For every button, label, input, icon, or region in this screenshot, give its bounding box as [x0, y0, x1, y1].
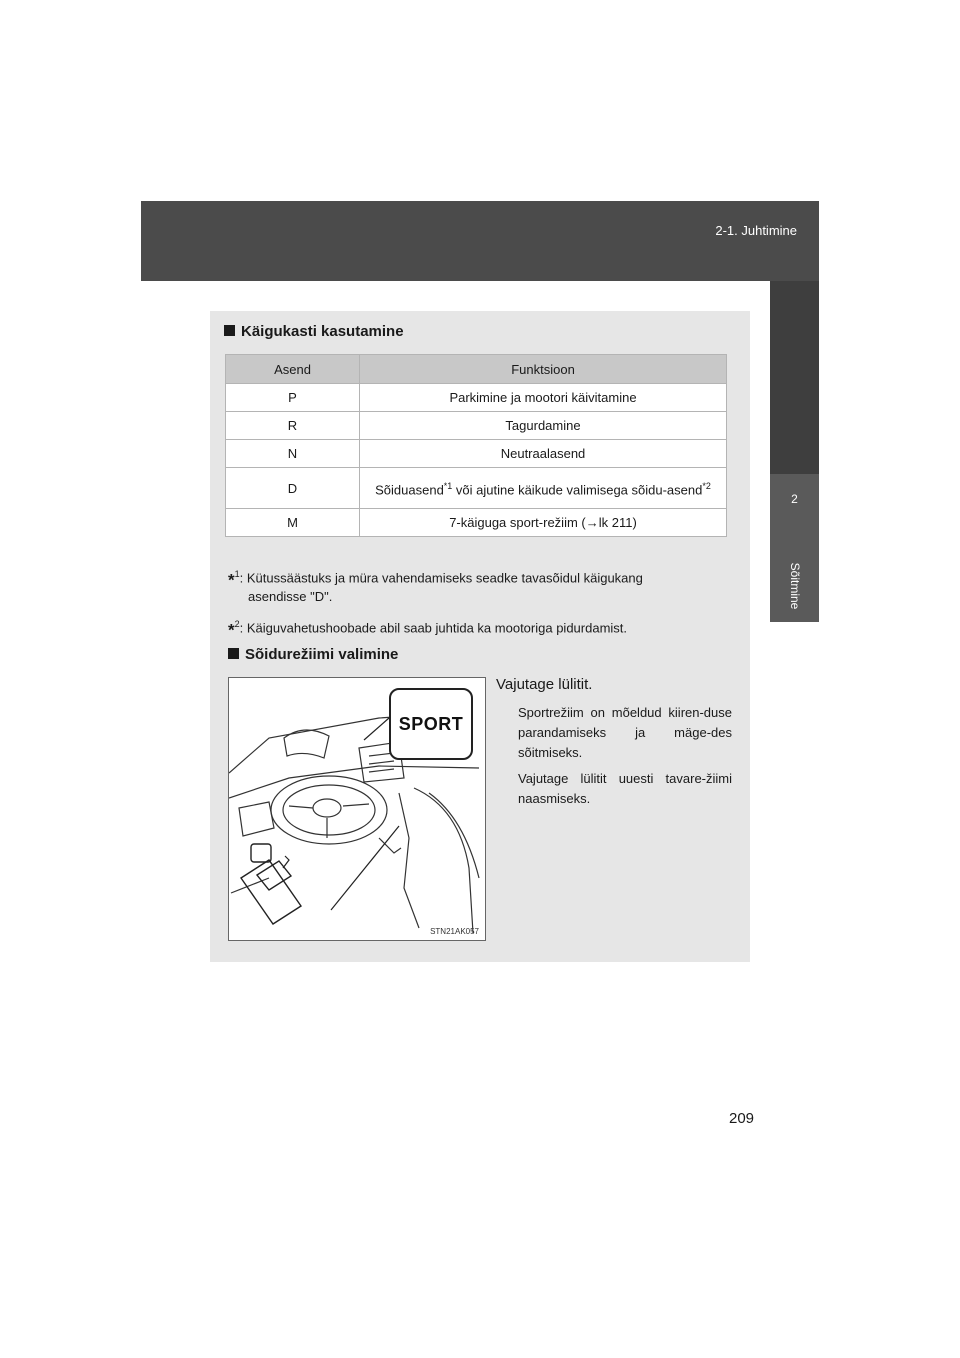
- table-row: [226, 509, 727, 537]
- footnote-ref: *1: [443, 480, 453, 491]
- footnote-mark: *: [228, 570, 235, 590]
- chapter-number: 2: [791, 492, 798, 506]
- sport-button-label: SPORT: [398, 713, 464, 734]
- footnote-text: : Käiguvahetushoobade abil saab juhtida ka mootoriga pidurdamist.: [239, 620, 628, 636]
- function-cell: Neutraalasend: [360, 440, 727, 468]
- cockpit-illustration: [228, 677, 486, 941]
- mode-section-heading: [228, 646, 398, 663]
- table-row: [226, 440, 727, 468]
- gear-table: [225, 354, 727, 537]
- footnote-2: [228, 616, 728, 638]
- function-cell: [360, 468, 727, 509]
- square-bullet-icon: [228, 648, 239, 659]
- position-cell: M: [226, 509, 360, 537]
- sport-button-callout: [389, 688, 473, 760]
- image-code: STN21AK057: [430, 927, 479, 936]
- chapter-title: Sõitmine: [788, 562, 802, 610]
- section-title: 2-1. Juhtimine: [715, 223, 797, 238]
- content-panel: [210, 311, 750, 962]
- instruction-paragraph: Sportrežiim on mõeldud kiiren-duse parandamiseks ja mäge-des sõitmiseks.: [518, 705, 732, 760]
- column-header: Funktsioon: [360, 355, 727, 384]
- position-cell: D: [226, 468, 360, 509]
- gear-section-title: Käigukasti kasutamine: [241, 323, 404, 340]
- instruction-lead: Vajutage lülitit.: [496, 676, 593, 693]
- function-text: Sõiduasend: [375, 482, 444, 498]
- header-band: [141, 201, 819, 281]
- table-row: [226, 412, 727, 440]
- instruction-paragraph: Vajutage lülitit uuesti tavare-žiimi naasmiseks.: [518, 771, 732, 806]
- side-tab-background: [770, 281, 819, 474]
- page-number: 209: [729, 1110, 755, 1127]
- function-text: või ajutine käikude valimisega sõidu-asend: [452, 482, 703, 498]
- table-header-row: [226, 355, 727, 384]
- mode-section-title: Sõidurežiimi valimine: [245, 646, 399, 663]
- column-header: Asend: [226, 355, 360, 384]
- footnote-text-cont: asendisse "D".: [248, 589, 333, 605]
- table-row: [226, 384, 727, 412]
- footnote-number: 2: [234, 619, 240, 629]
- gear-section-heading: [224, 323, 404, 340]
- square-bullet-icon: [224, 325, 235, 336]
- position-cell: P: [226, 384, 360, 412]
- footnote-1: [228, 566, 728, 605]
- footnote-mark: *: [228, 620, 235, 640]
- footnote-number: 1: [234, 569, 240, 579]
- table-row: [226, 468, 727, 509]
- chapter-tab: [770, 474, 819, 622]
- mode-instructions: [496, 676, 732, 815]
- position-cell: R: [226, 412, 360, 440]
- function-cell: 7-käiguga sport-režiim (→lk 211): [360, 509, 727, 537]
- function-cell: Tagurdamine: [360, 412, 727, 440]
- function-cell: Parkimine ja mootori käivitamine: [360, 384, 727, 412]
- footnote-text: : Kütussäästuks ja müra vahendamiseks seadke tavasõidul käigukang: [239, 570, 643, 586]
- position-cell: N: [226, 440, 360, 468]
- footnote-ref: *2: [702, 480, 711, 491]
